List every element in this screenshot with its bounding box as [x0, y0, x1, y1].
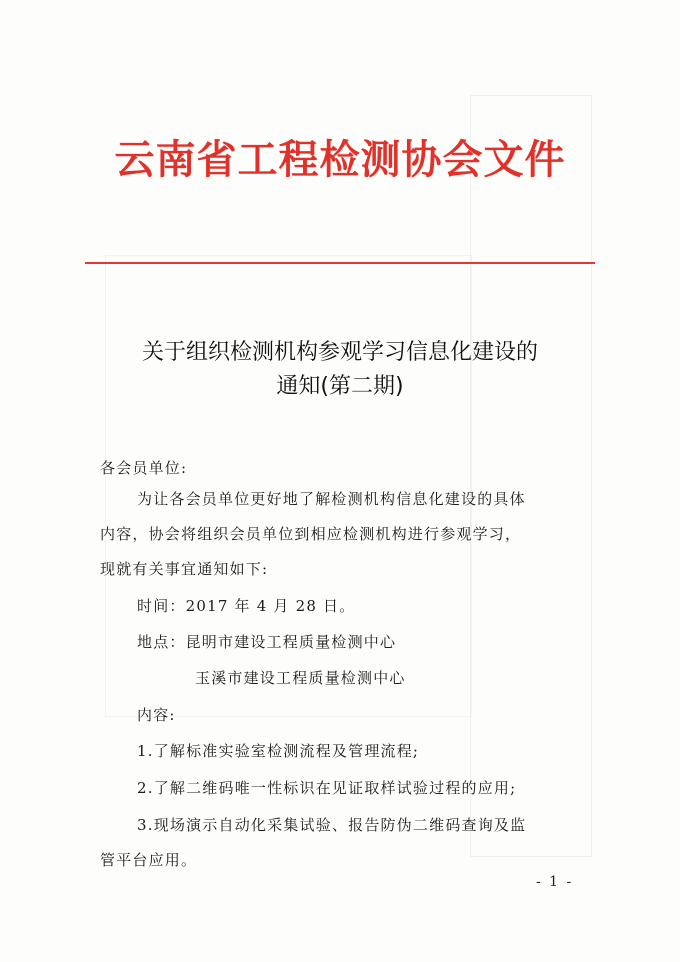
notice-title — [0, 336, 680, 404]
page-number: - 1 - — [536, 874, 574, 890]
intro-line-1: 为让各会员单位更好地了解检测机构信息化建设的具体 — [137, 490, 526, 508]
location-1: 地点：昆明市建设工程质量检测中心 — [137, 633, 397, 651]
content-item-3-line-2: 管平台应用。 — [100, 851, 198, 869]
issuer-header: 云南省工程检测协会文件 — [114, 136, 566, 183]
content-label: 内容: — [137, 706, 176, 724]
salutation: 各会员单位: — [100, 459, 188, 477]
notice-title-line-1: 关于组织检测机构参观学习信息化建设的 — [141, 340, 538, 365]
notice-title-line-2: 通知(第二期) — [276, 374, 404, 399]
intro-line-3: 现就有关事宜通知如下: — [100, 560, 269, 578]
content-item-3-line-1: 3.现场演示自动化采集试验、报告防伪二维码查询及监 — [137, 816, 527, 834]
red-separator-line — [85, 262, 595, 264]
content-item-1: 1.了解标准实验室检测流程及管理流程; — [137, 742, 420, 760]
content-item-2: 2.了解二维码唯一性标识在见证取样试验过程的应用; — [137, 779, 517, 797]
location-2: 玉溪市建设工程质量检测中心 — [195, 669, 406, 687]
meeting-time: 时间：2017 年 4 月 28 日。 — [137, 597, 356, 615]
intro-line-2: 内容，协会将组织会员单位到相应检测机构进行参观学习， — [100, 525, 522, 543]
